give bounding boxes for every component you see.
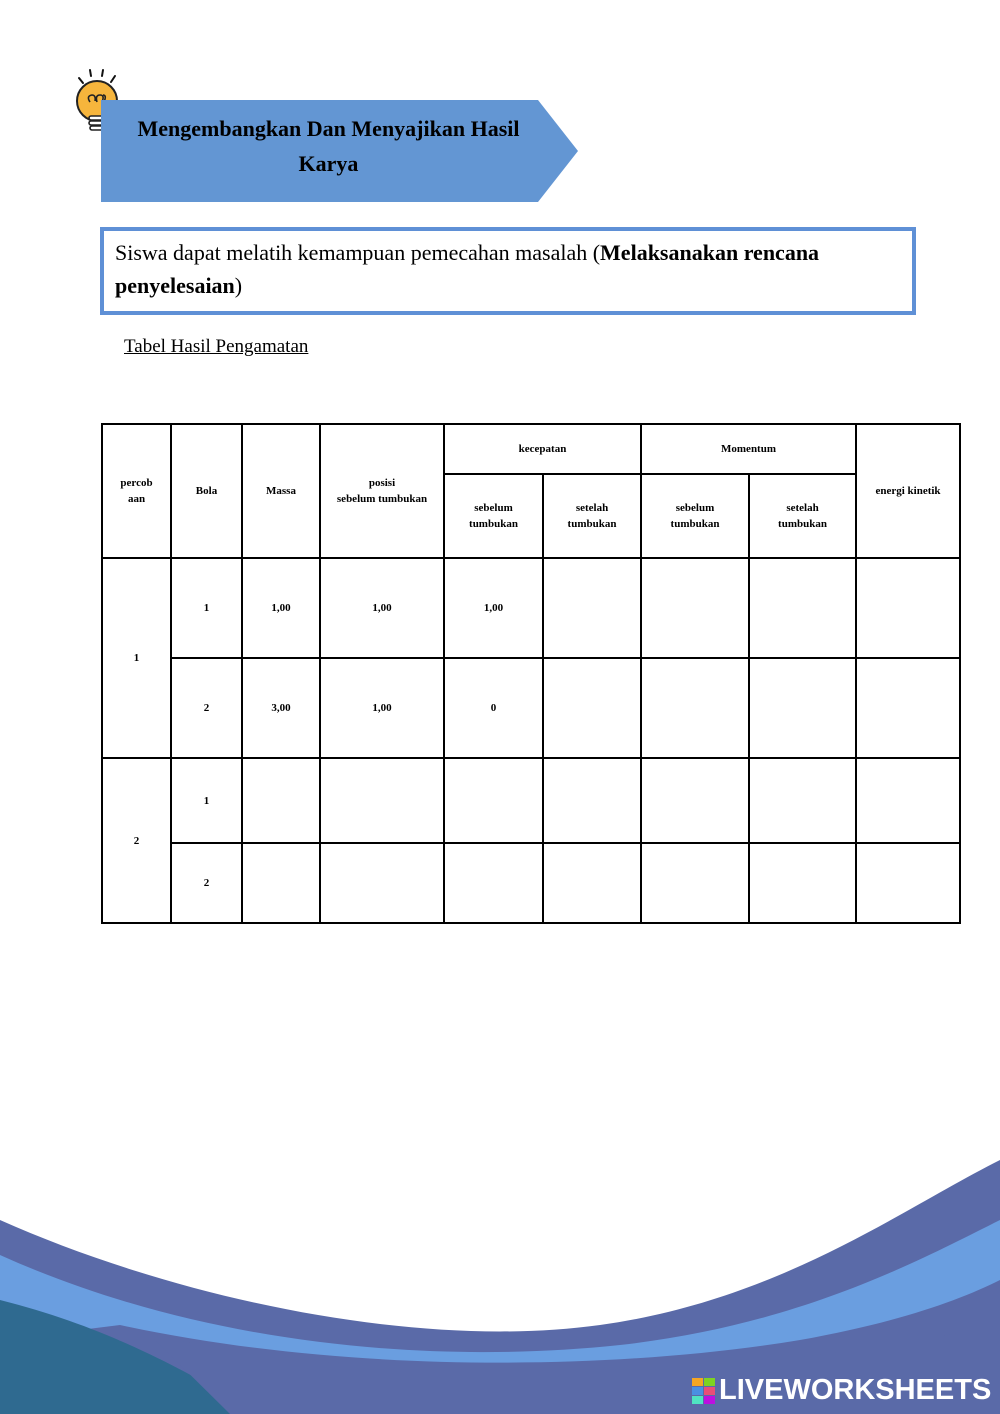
page-title-line2: Karya (298, 151, 359, 176)
cell-p-sebelum[interactable] (641, 843, 749, 923)
cell-p-sebelum[interactable] (641, 658, 749, 758)
cell-v-setelah[interactable] (543, 558, 641, 658)
objective-box (100, 227, 916, 315)
cell-bola: 1 (171, 558, 242, 658)
cell-ek[interactable] (856, 843, 960, 923)
cell-massa: 3,00 (242, 658, 320, 758)
liveworksheets-brand: LIVEWORKSHEETS (719, 1374, 992, 1406)
cell-percobaan: 2 (102, 758, 171, 923)
header-momentum-sebelum (641, 474, 749, 558)
header-kecepatan-sebelum (444, 474, 543, 558)
cell-v-sebelum[interactable] (444, 758, 543, 843)
header-energi-kinetik: energi kinetik (856, 424, 960, 558)
cell-posisi[interactable] (320, 758, 444, 843)
header-kecepatan: kecepatan (444, 424, 641, 474)
page-title (101, 111, 556, 181)
header-setelah-line1: setelah (575, 502, 609, 514)
table-row (102, 758, 960, 843)
cell-v-setelah[interactable] (543, 758, 641, 843)
liveworksheets-logo-icon (692, 1378, 716, 1404)
cell-posisi: 1,00 (320, 558, 444, 658)
header-percobaan: percob aan (102, 424, 171, 558)
header-sebelum-line1: sebelum (474, 502, 513, 514)
cell-v-setelah[interactable] (543, 658, 641, 758)
table-caption: Tabel Hasil Pengamatan (124, 336, 309, 357)
cell-massa[interactable] (242, 758, 320, 843)
page-title-line1: Mengembangkan Dan Menyajikan Hasil (137, 116, 520, 141)
cell-v-sebelum: 0 (444, 658, 543, 758)
cell-ek[interactable] (856, 658, 960, 758)
header-massa: Massa (242, 424, 320, 558)
table-row (102, 658, 960, 758)
header-momentum: Momentum (641, 424, 856, 474)
cell-posisi[interactable] (320, 843, 444, 923)
header-setelah-line2: tumbukan (778, 518, 827, 530)
cell-v-sebelum[interactable] (444, 843, 543, 923)
cell-p-setelah[interactable] (749, 843, 856, 923)
title-banner (101, 100, 579, 202)
header-posisi-line1: posisi (368, 477, 396, 489)
header-setelah-line1: setelah (786, 502, 819, 514)
cell-massa[interactable] (242, 843, 320, 923)
cell-p-setelah[interactable] (749, 758, 856, 843)
observation-table (101, 423, 961, 924)
cell-v-setelah[interactable] (543, 843, 641, 923)
cell-p-setelah[interactable] (749, 658, 856, 758)
header-kecepatan-setelah (543, 474, 641, 558)
table-row (102, 558, 960, 658)
header-sebelum-line2: tumbukan (670, 518, 720, 530)
cell-bola: 2 (171, 658, 242, 758)
header-posisi (320, 424, 444, 558)
header-setelah-line2: tumbukan (567, 518, 617, 530)
cell-ek[interactable] (856, 558, 960, 658)
header-bola: Bola (171, 424, 242, 558)
cell-v-sebelum: 1,00 (444, 558, 543, 658)
header-sebelum-line2: tumbukan (469, 518, 518, 530)
objective-text-suffix: ) (234, 273, 243, 298)
objective-text-prefix: Siswa dapat melatih kemampuan pemecahan masalah ( (115, 240, 601, 265)
cell-bola: 2 (171, 843, 242, 923)
objective-text (115, 236, 902, 302)
cell-p-sebelum[interactable] (641, 758, 749, 843)
cell-percobaan: 1 (102, 558, 171, 758)
cell-p-sebelum[interactable] (641, 558, 749, 658)
cell-ek[interactable] (856, 758, 960, 843)
cell-bola: 1 (171, 758, 242, 843)
cell-massa: 1,00 (242, 558, 320, 658)
cell-p-setelah[interactable] (749, 558, 856, 658)
cell-posisi: 1,00 (320, 658, 444, 758)
objective-text-bold: Melaksanakan rencana penyelesaian (115, 240, 820, 298)
header-posisi-line2: sebelum tumbukan (336, 493, 428, 505)
header-sebelum-line1: sebelum (675, 502, 715, 514)
liveworksheets-logo (692, 1374, 991, 1407)
table-row (102, 843, 960, 923)
header-momentum-setelah (749, 474, 856, 558)
